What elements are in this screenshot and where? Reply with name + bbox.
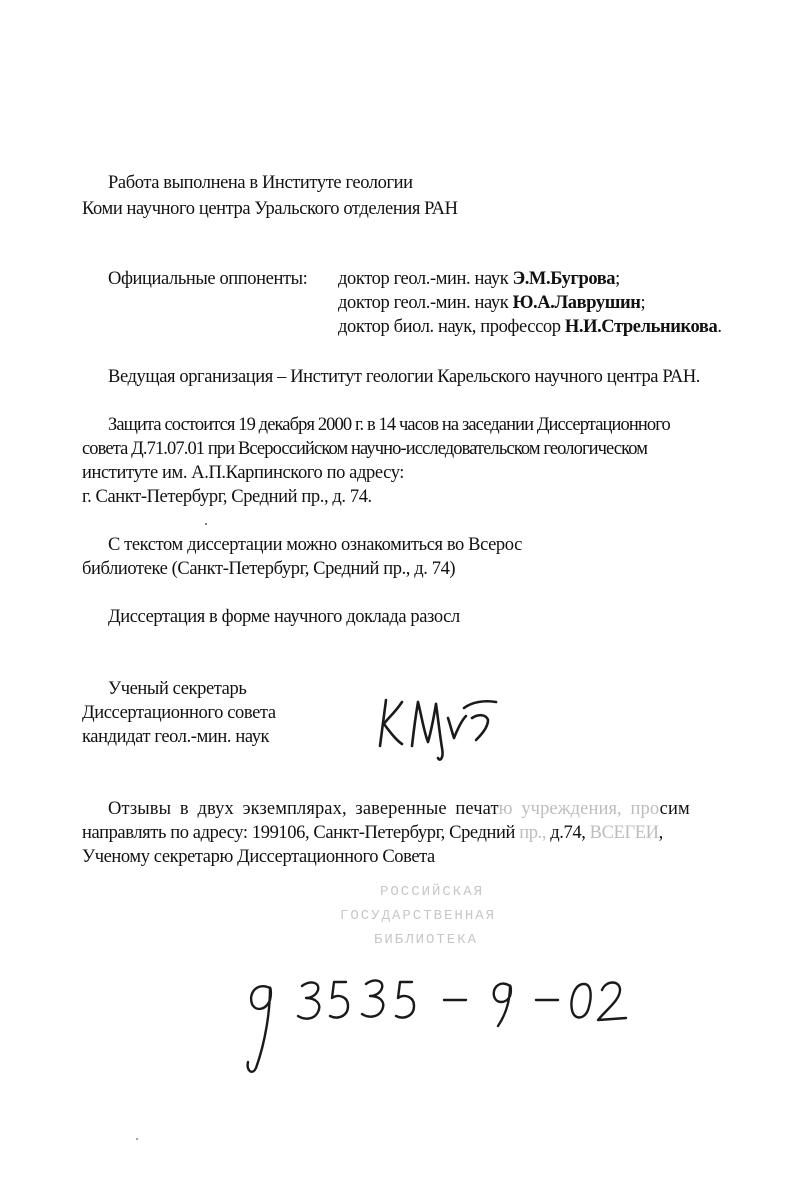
opponent-3-end: . bbox=[717, 317, 722, 337]
secretary-line-1: Ученый секретарь bbox=[108, 679, 247, 699]
opponent-3 bbox=[338, 316, 722, 338]
reviews-line-2-mid: д.74, bbox=[550, 823, 590, 843]
opponent-3-name: Н.И.Стрельникова bbox=[564, 317, 718, 337]
opponent-2 bbox=[338, 292, 645, 314]
secretary-line-2: Диссертационного совета bbox=[82, 703, 276, 723]
defense-line-3: институте им. А.П.Карпинского по адресу: bbox=[82, 463, 405, 483]
opponent-2-name: Ю.А.Лаврушин bbox=[512, 293, 641, 313]
opponent-3-degree: доктор биол. наук, профессор bbox=[338, 317, 561, 337]
reviews-line-2-end: , bbox=[658, 823, 663, 843]
opponent-2-end: ; bbox=[640, 293, 646, 313]
reviews-line-2-start: направлять по адресу: 199106, Санкт-Петербург, Средний bbox=[82, 823, 516, 843]
library-line-2: библиотеке (Санкт-Петербург, Средний пр., д. 74) bbox=[82, 559, 456, 579]
library-stamp bbox=[320, 880, 550, 960]
reviews-line-2-faded: пр., bbox=[515, 823, 551, 843]
lead-organization: Ведущая организация – Институт геологии Карельского научного центра РАН. bbox=[108, 367, 701, 387]
opponent-2-degree: доктор геол.-мин. наук bbox=[338, 293, 509, 313]
opponent-1-name: Э.М.Бугрова bbox=[512, 269, 616, 289]
reviews-line-1-faded: ю учреждения, про bbox=[498, 799, 660, 819]
reviews-line-2-faded-2: ВСЕГЕИ bbox=[589, 823, 659, 843]
signature-image bbox=[372, 688, 522, 768]
reviews-line-1-end: сим bbox=[659, 799, 690, 819]
reviews-line-1-start: Отзывы в двух экземплярах, заверенные печат bbox=[108, 799, 499, 819]
secretary-line-3: кандидат геол.-мин. наук bbox=[82, 727, 270, 747]
institution-line-2: Коми научного центра Уральского отделения РАН bbox=[82, 199, 458, 219]
stamp-line-3: БИБЛИОТЕКА bbox=[374, 932, 479, 948]
defense-line-4: г. Санкт-Петербург, Средний пр., д. 74. bbox=[82, 487, 372, 507]
stamp-line-1: РОССИЙСКАЯ bbox=[380, 884, 485, 900]
institution-line-1: Работа выполнена в Институте геологии bbox=[108, 173, 413, 193]
library-line-1: С текстом диссертации можно ознакомиться во Всерос bbox=[108, 535, 522, 555]
opponents-label: Официальные оппоненты: bbox=[108, 269, 308, 289]
reviews-line-1 bbox=[108, 798, 690, 820]
scan-speck bbox=[205, 523, 207, 525]
handwritten-accession-number bbox=[240, 970, 640, 1080]
scan-speck-2 bbox=[136, 1138, 138, 1140]
opponent-1-degree: доктор геол.-мин. наук bbox=[338, 269, 509, 289]
reviews-line-3: Ученому секретарю Диссертационного Совета bbox=[82, 847, 435, 867]
defense-line-1: Защита состоится 19 декабря 2000 г. в 14 часов на заседании Диссертационного bbox=[108, 415, 670, 435]
stamp-line-2: ГОСУДАРСТВЕННАЯ bbox=[340, 908, 497, 924]
defense-line-2: совета Д.71.07.01 при Всероссийском научно-исследовательском геологическом bbox=[82, 439, 648, 459]
opponent-1-end: ; bbox=[615, 269, 620, 289]
mailing-line: Диссертация в форме научного доклада разосл bbox=[108, 607, 460, 627]
reviews-line-2 bbox=[82, 822, 663, 844]
opponent-1 bbox=[338, 268, 620, 290]
